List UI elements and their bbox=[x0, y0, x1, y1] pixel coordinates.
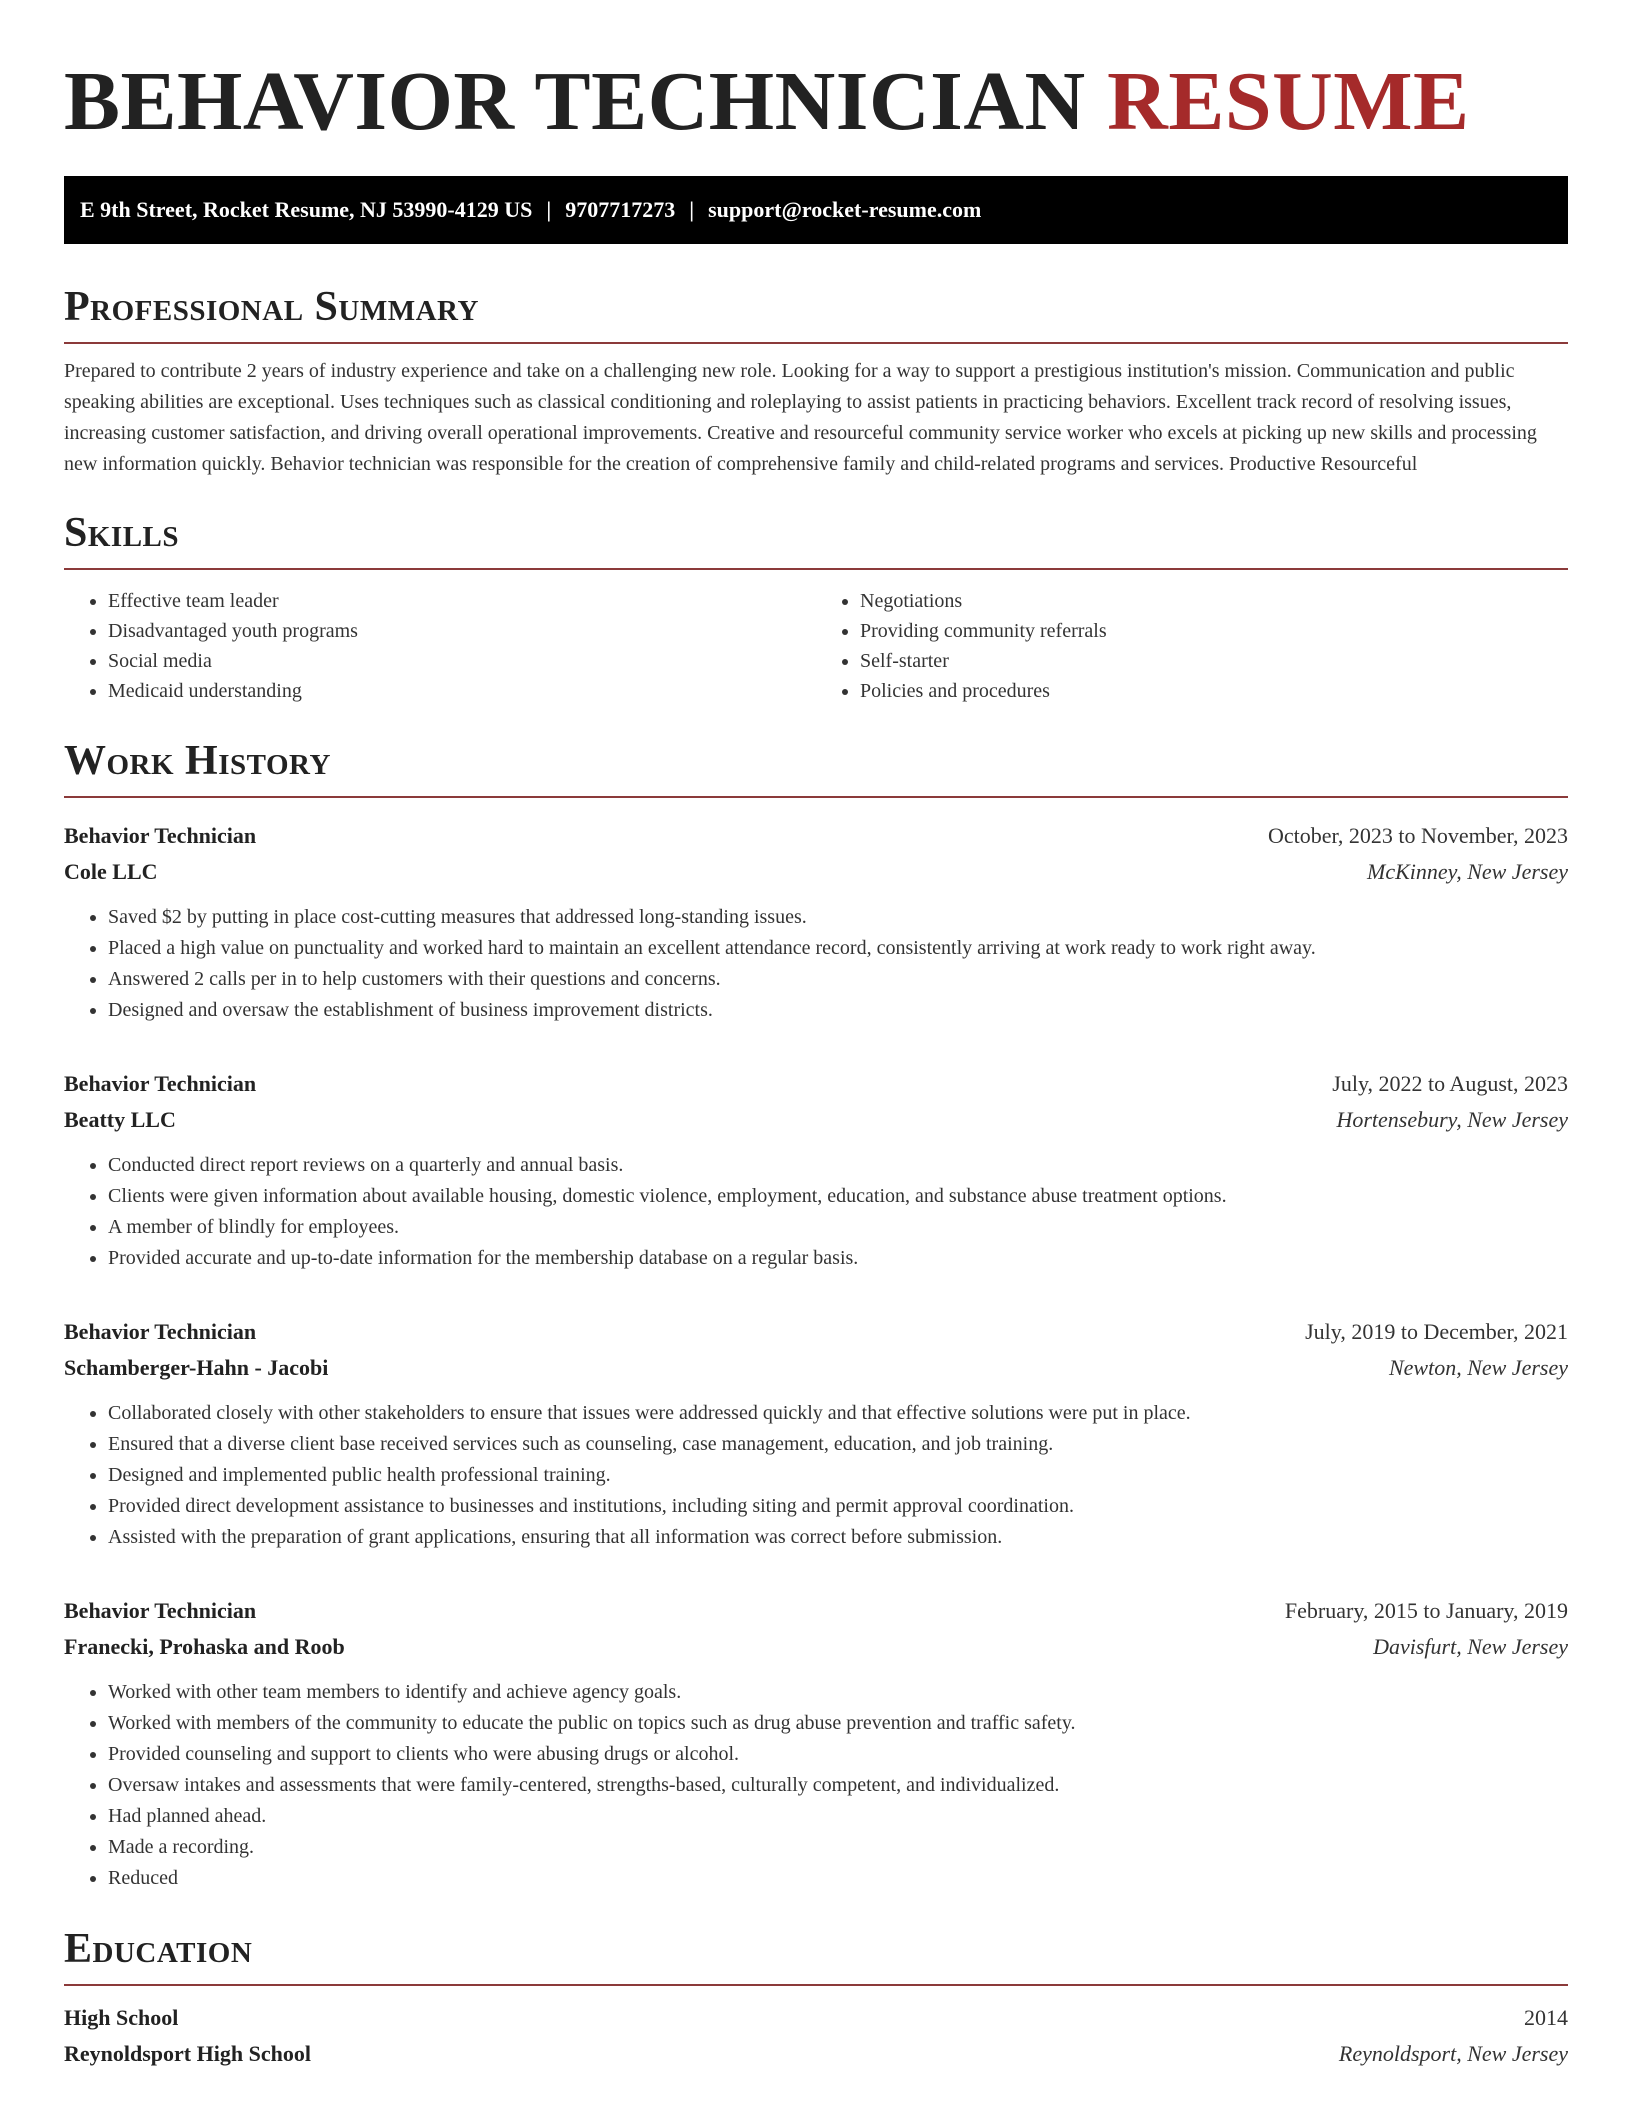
contact-phone: 9707717273 bbox=[565, 197, 676, 222]
duty-item: • Conducted direct report reviews on a quarterly and annual basis. bbox=[108, 1150, 1568, 1181]
duty-item: • Worked with other team members to identify and achieve agency goals. bbox=[108, 1677, 1568, 1708]
job-duties bbox=[64, 1150, 1568, 1274]
duty-item: • Answered 2 calls per in to help customers with their questions and concerns. bbox=[108, 964, 1568, 995]
summary-heading: Professional Summary bbox=[64, 284, 479, 330]
section-divider bbox=[64, 342, 1568, 344]
skill-item: • Negotiations bbox=[860, 586, 1568, 616]
skill-item: • Disadvantaged youth programs bbox=[108, 616, 816, 646]
skill-item: • Policies and procedures bbox=[860, 676, 1568, 706]
skill-item: • Medicaid understanding bbox=[108, 676, 816, 706]
job-title: Behavior Technician bbox=[64, 1598, 257, 1623]
title-main: BEHAVIOR TECHNICIAN bbox=[64, 55, 1086, 148]
education-entry bbox=[64, 2000, 1568, 2072]
job-location: McKinney, New Jersey bbox=[1367, 859, 1568, 884]
job-company: Beatty LLC bbox=[64, 1107, 176, 1132]
job-duties bbox=[64, 902, 1568, 1026]
duty-item: • Reduced bbox=[108, 1863, 1568, 1894]
duty-item: • Made a recording. bbox=[108, 1832, 1568, 1863]
duty-item: • Placed a high value on punctuality and worked hard to maintain an excellent attendance record, consistently arriving at work ready to work right away. bbox=[108, 933, 1568, 964]
work-history-heading: Work History bbox=[64, 738, 331, 784]
section-divider bbox=[64, 1984, 1568, 1986]
duty-item: • Designed and implemented public health professional training. bbox=[108, 1460, 1568, 1491]
title-accent: RESUME bbox=[1107, 55, 1470, 148]
duty-item: • Collaborated closely with other stakeholders to ensure that issues were addressed quickly and that effective solutions were put in place. bbox=[108, 1398, 1568, 1429]
duty-item: • Assisted with the preparation of grant applications, ensuring that all information was correct before submission. bbox=[108, 1522, 1568, 1553]
work-history-section bbox=[64, 736, 1568, 1894]
resume-title bbox=[64, 0, 1568, 152]
education-school: Reynoldsport High School bbox=[64, 2041, 311, 2066]
job-location: Newton, New Jersey bbox=[1388, 1355, 1568, 1380]
job-dates: July, 2022 to August, 2023 bbox=[1332, 1071, 1568, 1096]
duty-item: • Provided accurate and up-to-date information for the membership database on a regular basis. bbox=[108, 1243, 1568, 1274]
duty-item: • Provided counseling and support to clients who were abusing drugs or alcohol. bbox=[108, 1739, 1568, 1770]
job-entry bbox=[64, 1066, 1568, 1274]
section-divider bbox=[64, 796, 1568, 798]
section-divider bbox=[64, 568, 1568, 570]
skills-column-left bbox=[64, 586, 816, 706]
duty-item: • Clients were given information about available housing, domestic violence, employment, education, and substance abuse treatment options. bbox=[108, 1181, 1568, 1212]
job-location: Hortensebury, New Jersey bbox=[1336, 1107, 1568, 1132]
duty-item: • Oversaw intakes and assessments that were family-centered, strengths-based, culturally competent, and individualized. bbox=[108, 1770, 1568, 1801]
skills-heading: Skills bbox=[64, 510, 180, 556]
contact-bar bbox=[64, 176, 1568, 244]
duty-item: • A member of blindly for employees. bbox=[108, 1212, 1568, 1243]
job-dates: February, 2015 to January, 2019 bbox=[1284, 1598, 1568, 1623]
skill-item: • Social media bbox=[108, 646, 816, 676]
skill-item: • Self-starter bbox=[860, 646, 1568, 676]
education-year: 2014 bbox=[1524, 2005, 1568, 2030]
contact-separator: | bbox=[546, 197, 552, 222]
duty-item: • Provided direct development assistance to businesses and institutions, including siting and permit approval coordination. bbox=[108, 1491, 1568, 1522]
job-company: Franecki, Prohaska and Roob bbox=[64, 1634, 345, 1659]
skill-item: • Providing community referrals bbox=[860, 616, 1568, 646]
skills-section bbox=[64, 508, 1568, 706]
duty-item: • Ensured that a diverse client base received services such as counseling, case management, education, and job training. bbox=[108, 1429, 1568, 1460]
skills-column-right bbox=[816, 586, 1568, 706]
job-company: Schamberger-Hahn - Jacobi bbox=[64, 1355, 329, 1380]
job-entry bbox=[64, 1314, 1568, 1553]
contact-email: support@rocket-resume.com bbox=[708, 197, 982, 222]
contact-address: E 9th Street, Rocket Resume, NJ 53990-4129 US bbox=[80, 197, 533, 222]
duty-item: • Saved $2 by putting in place cost-cutting measures that addressed long-standing issues. bbox=[108, 902, 1568, 933]
skills-grid bbox=[64, 586, 1568, 706]
job-title: Behavior Technician bbox=[64, 1071, 257, 1096]
education-location: Reynoldsport, New Jersey bbox=[1338, 2041, 1568, 2066]
job-entry bbox=[64, 1593, 1568, 1894]
education-degree: High School bbox=[64, 2005, 179, 2030]
job-duties bbox=[64, 1677, 1568, 1894]
duty-item: • Worked with members of the community to educate the public on topics such as drug abuse prevention and traffic safety. bbox=[108, 1708, 1568, 1739]
duty-item: • Designed and oversaw the establishment of business improvement districts. bbox=[108, 995, 1568, 1026]
job-title: Behavior Technician bbox=[64, 1319, 257, 1344]
job-duties bbox=[64, 1398, 1568, 1553]
education-heading: Education bbox=[64, 1926, 253, 1972]
summary-text: Prepared to contribute 2 years of industry experience and take on a challenging new role. Looking for a way to support a prestigious institution's mission. Communication and public speaking abilities are exceptional. Uses techniques such as classical conditioning and roleplaying to assist patients in practicing behaviors. Excellent track record of resolving issues, increasing customer satisfaction, and driving overall operational improvements. Creative and resourceful community service worker who excels at picking up new skills and processing new information quickly. Behavior technician was responsible for the creation of comprehensive family and child-related programs and services. Productive Resourceful bbox=[64, 360, 1537, 475]
job-company: Cole LLC bbox=[64, 859, 158, 884]
education-section bbox=[64, 1924, 1568, 2072]
job-title: Behavior Technician bbox=[64, 823, 257, 848]
contact-separator: | bbox=[689, 197, 695, 222]
job-location: Davisfurt, New Jersey bbox=[1373, 1634, 1568, 1659]
job-entry bbox=[64, 818, 1568, 1026]
job-dates: October, 2023 to November, 2023 bbox=[1267, 823, 1568, 848]
duty-item: • Had planned ahead. bbox=[108, 1801, 1568, 1832]
skill-item: • Effective team leader bbox=[108, 586, 816, 616]
summary-section bbox=[64, 282, 1568, 480]
job-dates: July, 2019 to December, 2021 bbox=[1305, 1319, 1568, 1344]
